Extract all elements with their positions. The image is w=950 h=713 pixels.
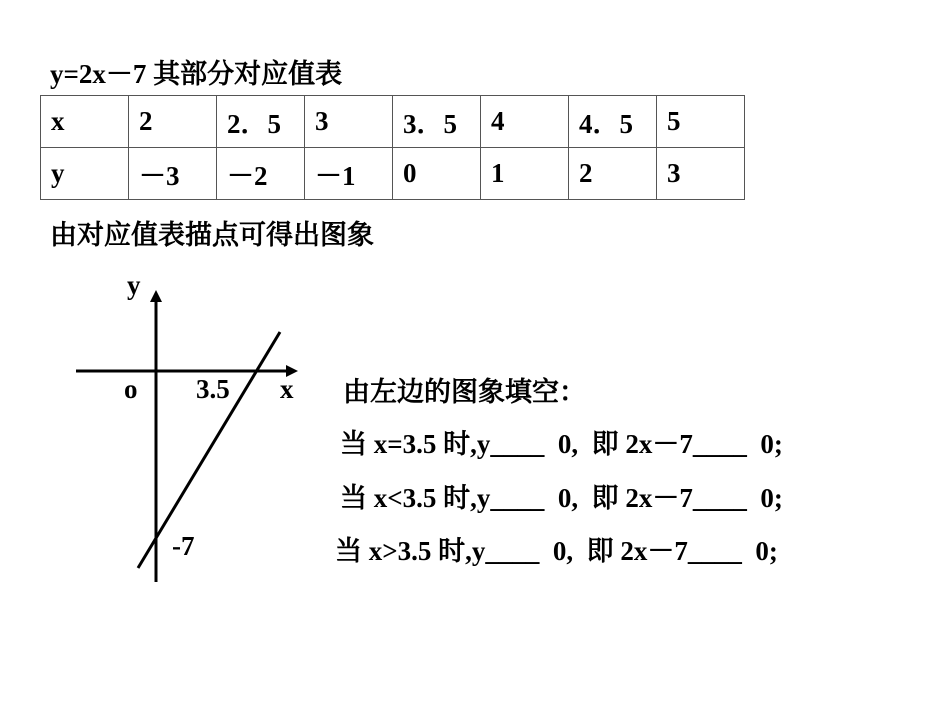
table-cell: 5 (657, 96, 745, 148)
table-cell: －3 (129, 148, 217, 200)
table-cell: 2 (569, 148, 657, 200)
x-axis-label: x (280, 374, 294, 404)
table-cell: －1 (305, 148, 393, 200)
value-table (40, 95, 745, 200)
table-cell: 2．5 (217, 96, 305, 148)
table-cell: 3．5 (393, 96, 481, 148)
y-axis-arrow (150, 290, 162, 302)
fill-in-question: 当 x=3.5 时,y____ 0, 即 2x－7____ 0; (340, 429, 783, 459)
table-row-x (41, 96, 745, 148)
table-cell: 4 (481, 96, 569, 148)
table-cell: 2 (129, 96, 217, 148)
table-cell: 3 (657, 148, 745, 200)
fill-in-title: 由左边的图象填空： (343, 377, 586, 407)
table-cell: 0 (393, 148, 481, 200)
origin-label: o (124, 374, 138, 404)
page-title: y=2x－7 其部分对应值表 (50, 59, 343, 89)
y-intercept-label: -7 (172, 531, 195, 561)
fill-in-question: 当 x>3.5 时,y____ 0, 即 2x－7____ 0; (335, 536, 778, 566)
y-axis-label: y (127, 270, 141, 300)
table-cell: 4．5 (569, 96, 657, 148)
table-cell: y (41, 148, 129, 200)
table-cell: －2 (217, 148, 305, 200)
table-cell: x (41, 96, 129, 148)
description-text: 由对应值表描点可得出图象 (50, 220, 374, 250)
x-intercept-label: 3.5 (196, 374, 230, 404)
function-line (138, 332, 280, 568)
table-cell: 3 (305, 96, 393, 148)
table-cell: 1 (481, 148, 569, 200)
line-graph (60, 270, 320, 590)
fill-in-question: 当 x<3.5 时,y____ 0, 即 2x－7____ 0; (340, 483, 783, 513)
table-row-y (41, 148, 745, 200)
